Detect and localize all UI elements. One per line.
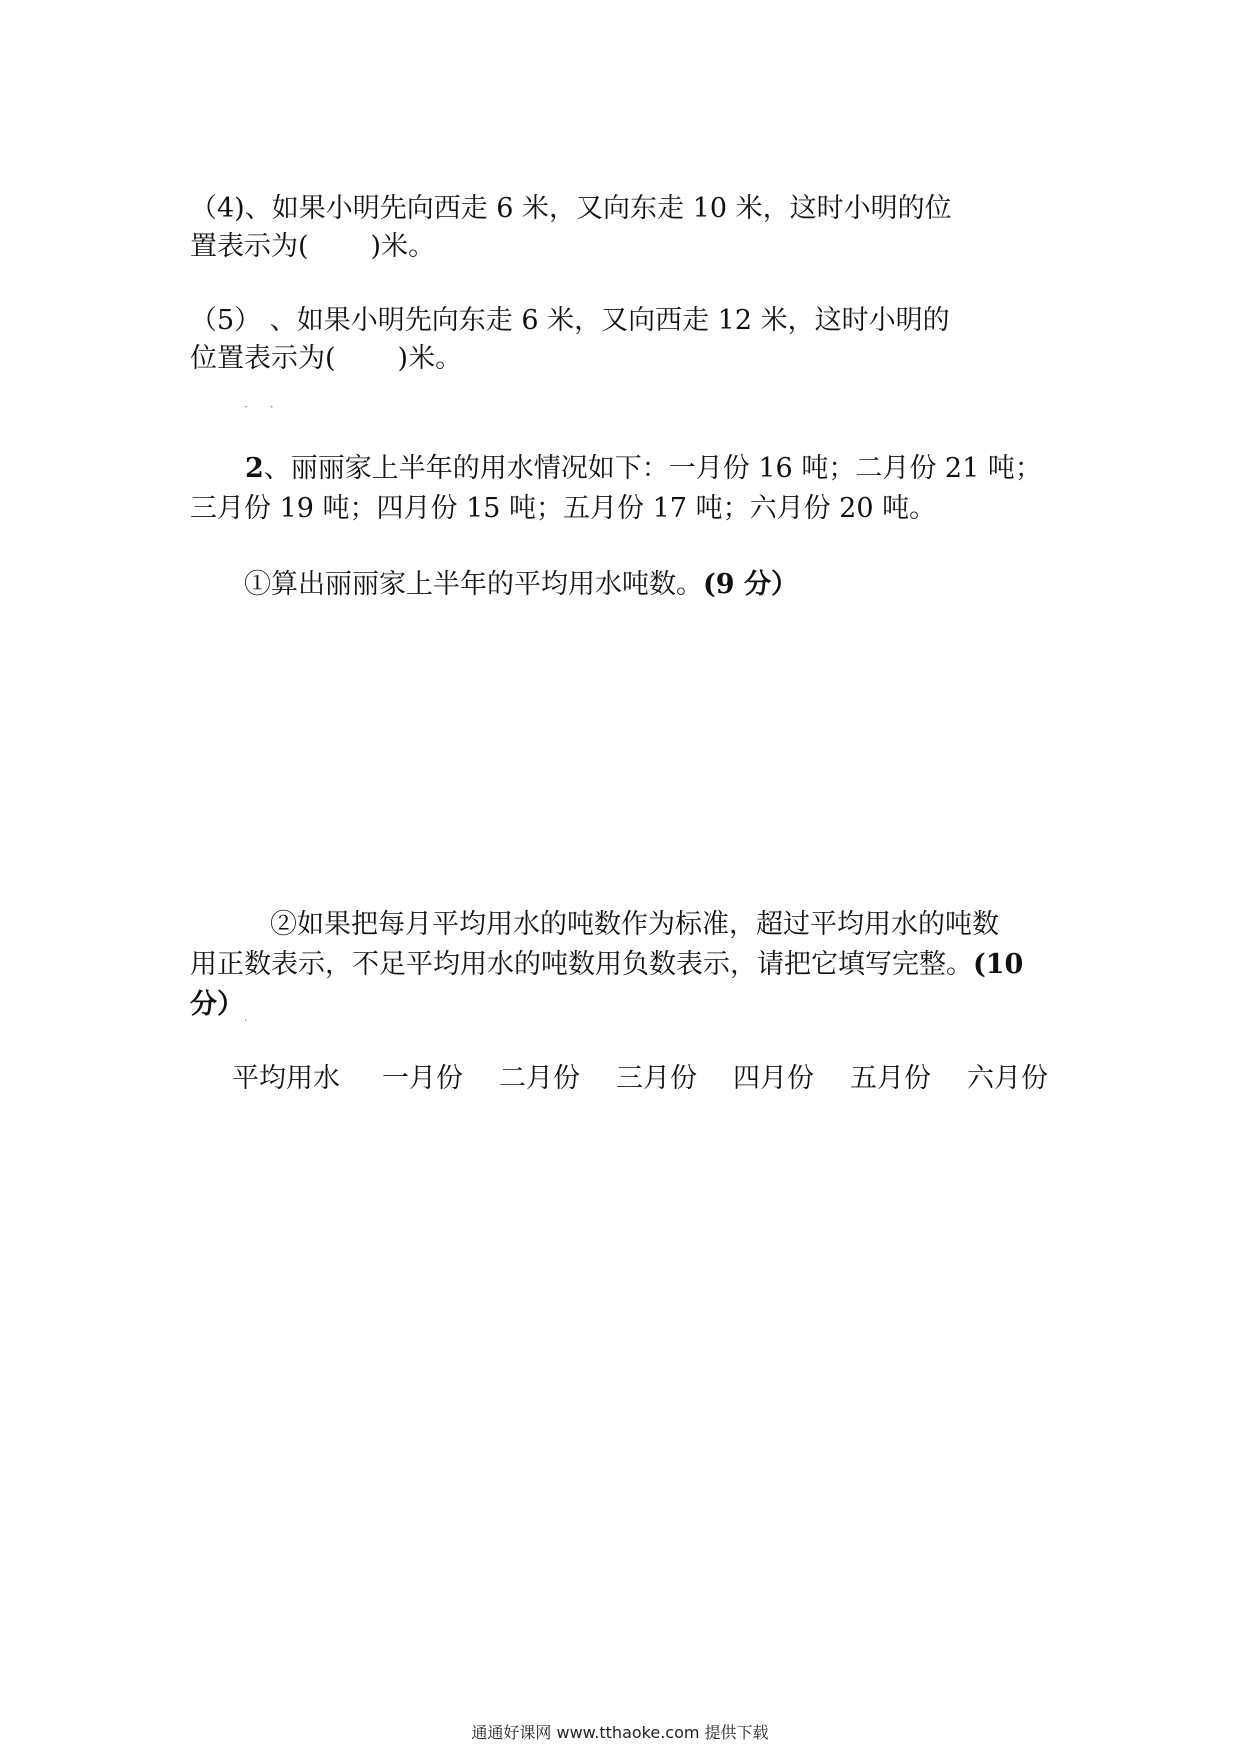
header-average: 平均用水: [232, 1063, 340, 1094]
header-january: 一月份: [382, 1063, 463, 1094]
scan-speck: ··: [244, 400, 296, 414]
q5-answer-prefix: 位置表示为(: [190, 343, 336, 374]
q2-line-1: [245, 450, 1060, 488]
q2-part-2-line-1: ②如果把每月平均用水的吨数作为标准，超过平均用水的吨数: [270, 909, 999, 940]
water-table-header: [232, 1060, 1067, 1098]
q5-line-2: [190, 340, 1060, 378]
q2-line-2: 三月份 19 吨；四月份 15 吨；五月份 17 吨；六月份 20 吨。: [190, 493, 937, 524]
header-may: 五月份: [850, 1063, 931, 1094]
q2-number: 2: [245, 453, 264, 484]
q2-part-1: [244, 566, 1114, 604]
q4-answer-prefix: 置表示为(: [190, 231, 309, 262]
scan-speck-2: ·: [244, 1016, 248, 1027]
q5-answer-suffix: )米。: [397, 343, 463, 374]
q4-line-1: （4)、如果小明先向西走 6 米，又向东走 10 米，这时小明的位: [190, 193, 952, 224]
header-march: 三月份: [616, 1063, 697, 1094]
header-april: 四月份: [733, 1063, 814, 1094]
q4-answer-suffix: )米。: [370, 231, 436, 262]
header-june: 六月份: [967, 1063, 1048, 1094]
footer-source: 通通好课网 www.tthaoke.com 提供下载: [471, 1723, 769, 1742]
header-february: 二月份: [499, 1063, 580, 1094]
q2-part-1-text: ①算出丽丽家上半年的平均用水吨数。: [244, 569, 703, 600]
q2-part-2-score-b: 分）: [190, 989, 244, 1020]
q4-line-2: [190, 228, 1060, 266]
q5-line-1: （5） 、如果小明先向东走 6 米，又向西走 12 米，这时小明的: [190, 305, 950, 336]
q2-part-2-score-a: (10: [973, 949, 1024, 980]
q2-line-1-text: 、丽丽家上半年的用水情况如下：一月份 16 吨；二月份 21 吨；: [263, 453, 1042, 484]
q2-part-1-score: (9 分）: [703, 569, 798, 600]
q2-part-2-text: 用正数表示，不足平均用水的吨数用负数表示，请把它填写完整。: [190, 949, 973, 980]
q2-part-2-line-2: [190, 946, 1060, 984]
